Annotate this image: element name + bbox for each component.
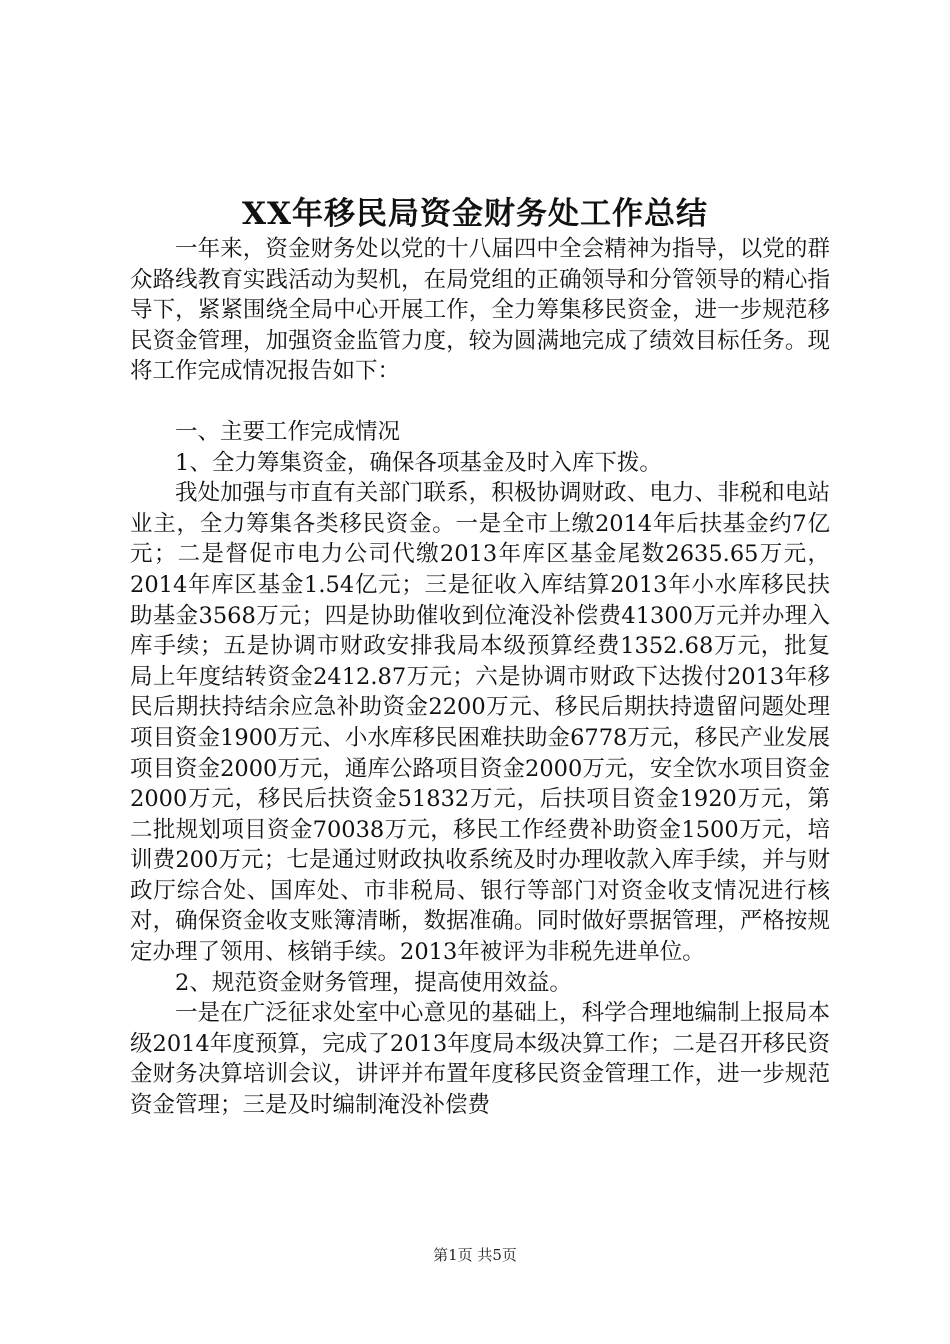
subsection-body-1: 我处加强与市直有关部门联系，积极协调财政、电力、非税和电站业主，全力筹集各类移民资金。一是全市上缴2014年后扶基金约7亿元；二是督促市电力公司代缴2013年库区基金尾数2635.65万元，2014年库区基金1.54亿元；三是征收入库结算2013年小水库移民扶助基金3568万元；四是协助催收到位淹没补偿费41300万元并办理入库手续；五是协调市财政安排我局本级预算经费1352.68万元，批复局上年度结转资金2412.87万元；六是协调市财政下达拨付2013年移民后期扶持结余应急补助资金2200万元、移民后期扶持遗留问题处理项目资金1900万元、小水库移民困难扶助金6778万元，移民产业发展项目资金2000万元，通库公路项目资金2000万元，安全饮水项目资金2000万元，移民后扶资金51832万元，后扶项目资金1920万元，第二批规划项目资金70038万元，移民工作经费补助资金1500万元，培训费200万元；七是通过财政执收系统及时办理收款入库手续，并与财政厅综合处、国库处、市非税局、银行等部门对资金收支情况进行核对，确保资金收支账簿清晰，数据准确。同时做好票据管理，严格按规定办理了领用、核销手续。2013年被评为非税先进单位。 <box>130 480 830 966</box>
intro-paragraph: 一年来，资金财务处以党的十八届四中全会精神为指导，以党的群众路线教育实践活动为契机，在局党组的正确领导和分管领导的精心指导下，紧紧围绕全局中心开展工作，全力筹集移民资金，进一步规范移民资金管理，加强资金监管力度，较为圆满地完成了绩效目标任务。现将工作完成情况报告如下： <box>130 236 830 385</box>
subsection-heading-1: 1、全力筹集资金，确保各项基金及时入库下拨。 <box>175 449 662 476</box>
document-title: XX年移民局资金财务处工作总结 <box>241 196 709 232</box>
subsection-heading-2: 2、规范资金财务管理，提高使用效益。 <box>175 969 572 996</box>
section-heading: 一、主要工作完成情况 <box>175 418 401 445</box>
page-number-footer: 第1页 共5页 <box>433 1246 517 1264</box>
paragraph-spacer <box>130 387 830 417</box>
document-body <box>130 234 830 1121</box>
subsection-body-2: 一是在广泛征求处室中心意见的基础上，科学合理地编制上报局本级2014年度预算，完成了2013年度局本级决算工作；二是召开移民资金财务决算培训会议，讲评并布置年度移民资金管理工作，进一步规范资金管理；三是及时编制淹没补偿费 <box>130 1000 830 1119</box>
